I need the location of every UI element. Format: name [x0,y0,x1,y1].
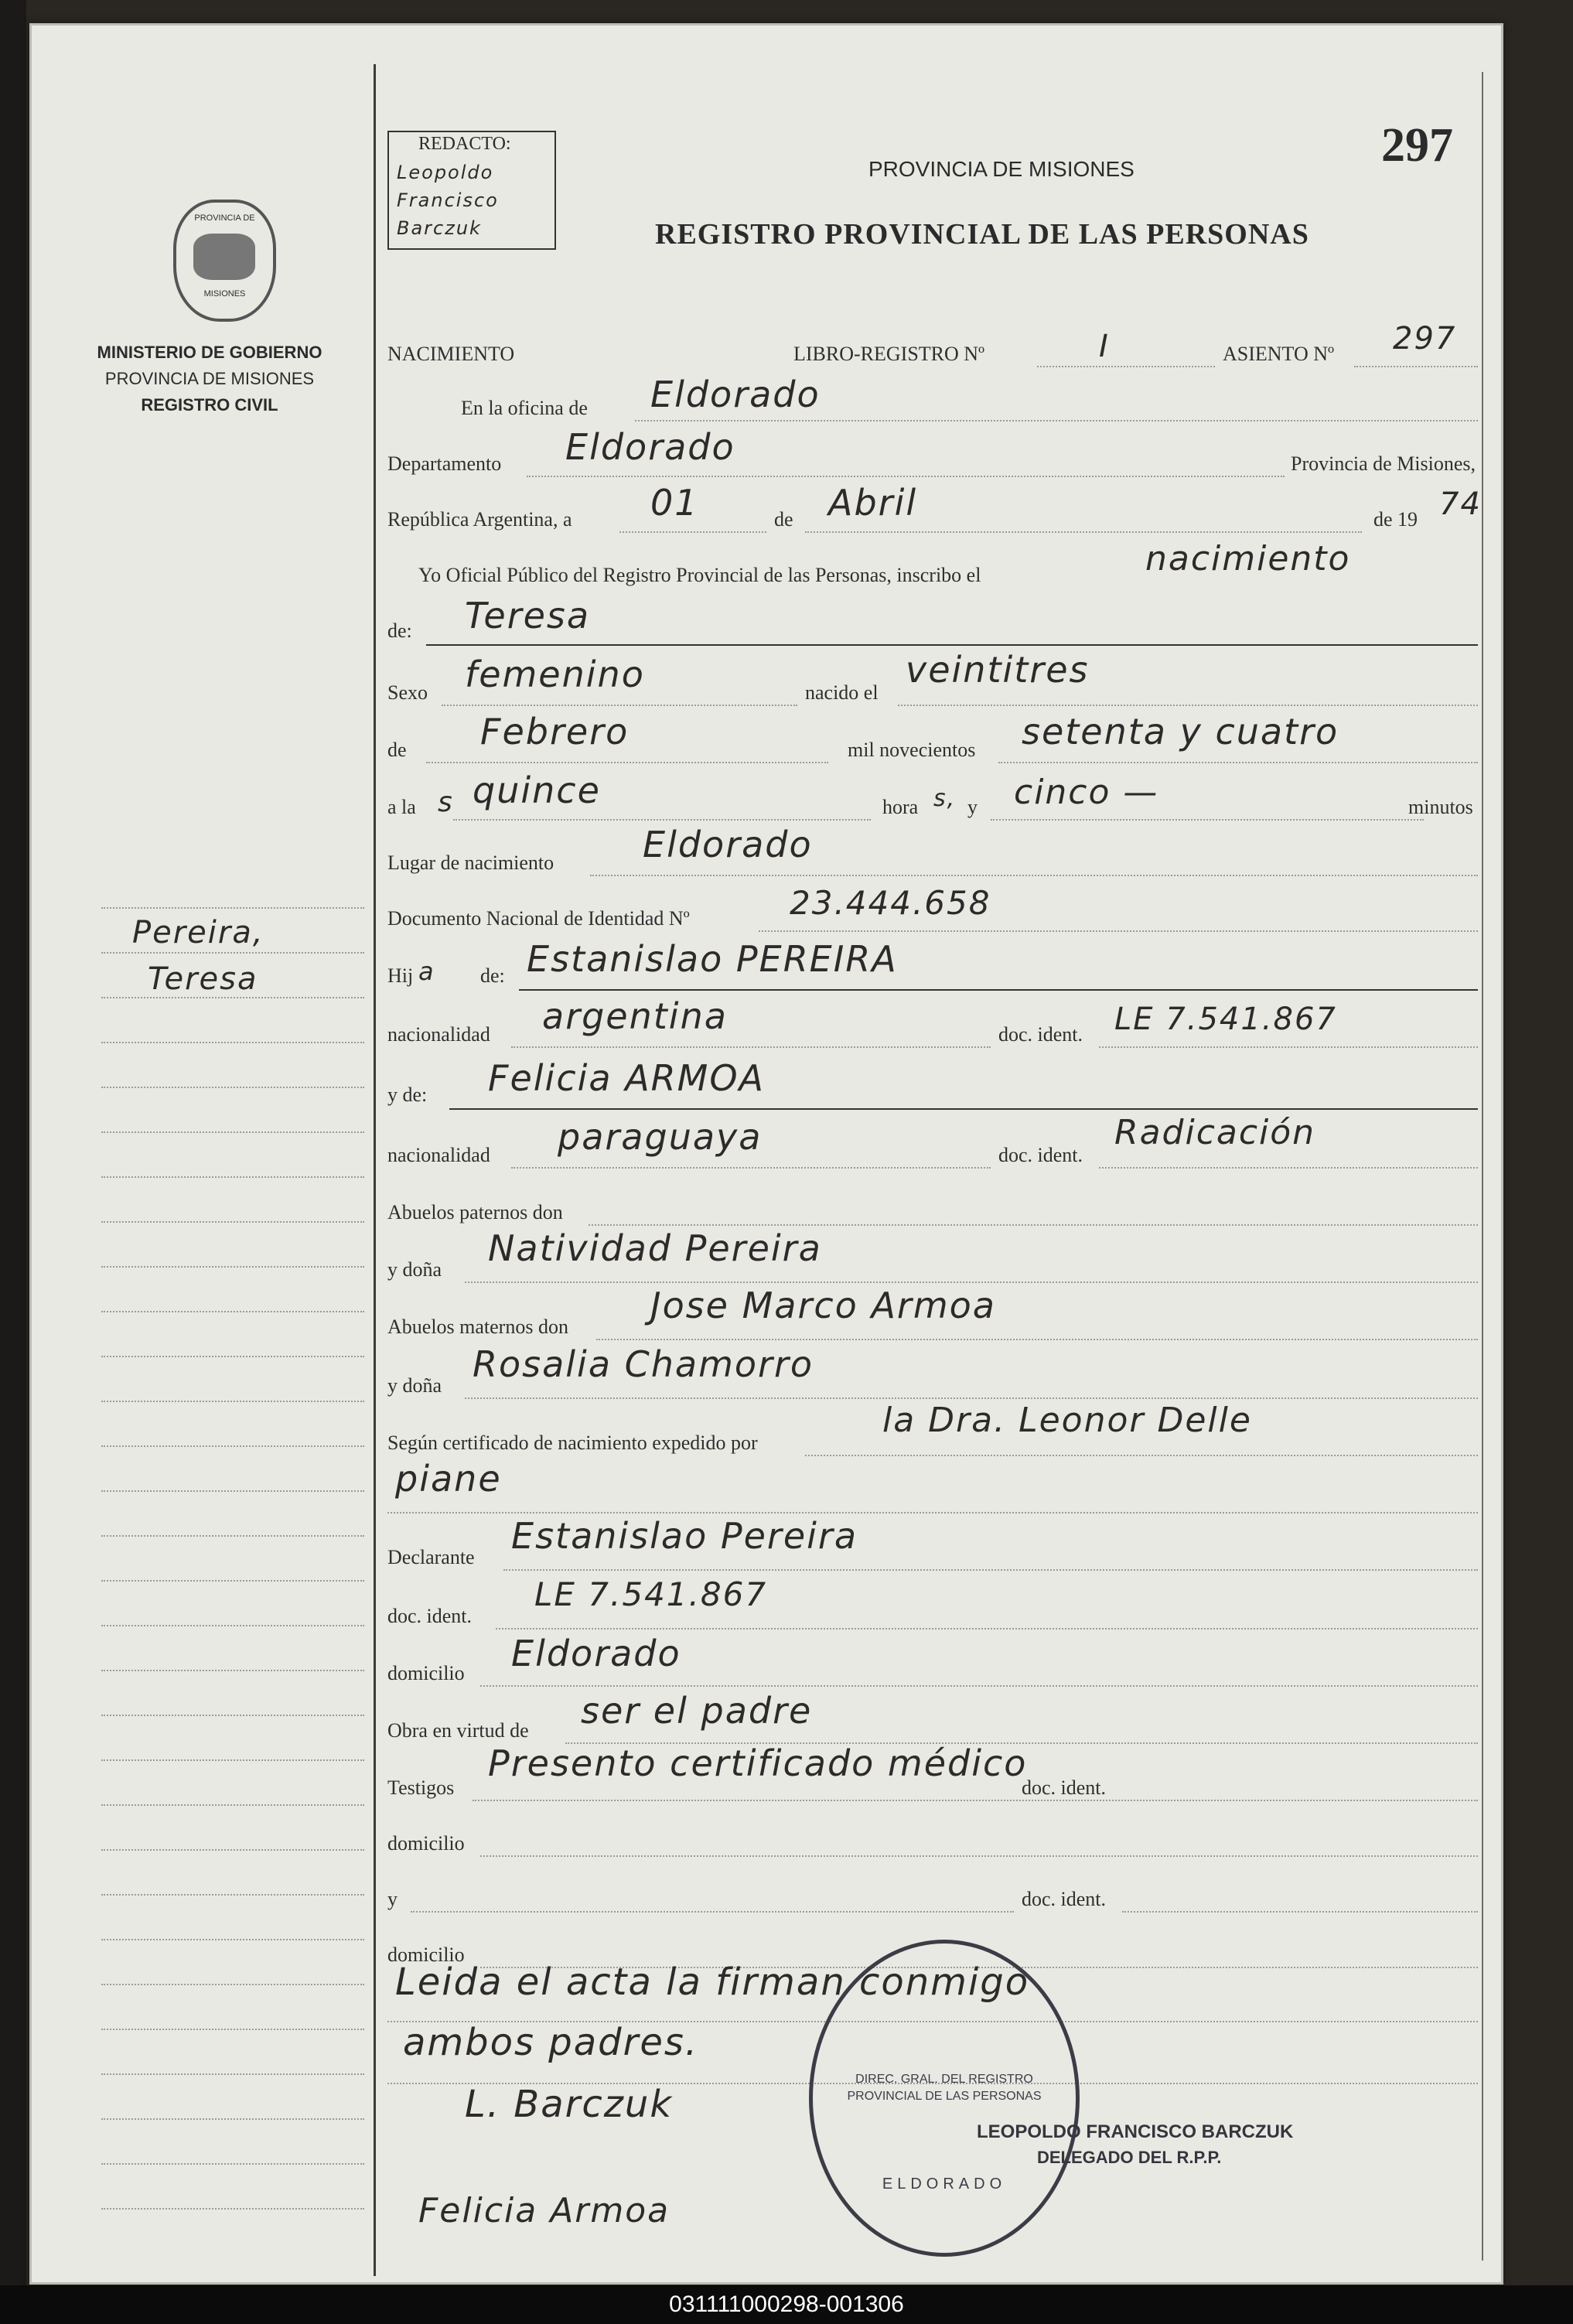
redacto-label: REDACTO: [418,134,511,154]
asiento-value: 297 [1393,321,1457,357]
doc-testigo-2-line [1122,1911,1478,1913]
margin-note-surname: Pereira, [132,915,264,950]
de-label: de [774,508,793,531]
doc-padre-line [1099,1046,1478,1048]
margin-ruling-line [101,1625,364,1626]
margin-ruling-line [101,1939,364,1940]
domicilio-value: Eldorado [511,1633,681,1674]
seal-bottom-text: MISIONES [203,289,246,299]
mil-label: mil novecientos [848,739,976,761]
declarante-label: Declarante [387,1546,475,1568]
mes-value: Abril [828,482,918,524]
sidebar-province: PROVINCIA DE MISIONES [104,369,315,388]
doc-declarante-line [496,1628,1478,1630]
departamento-line [527,476,1285,477]
redacto-signature: Leopoldo Francisco Barczuk [397,162,499,239]
doc-declarante-value: LE 7.541.867 [534,1575,768,1613]
hij-de-label: de: [480,964,505,987]
certificado-value-2: piane [395,1458,502,1500]
margin-ruling-line [101,1580,364,1582]
mes-nac-line [426,762,828,763]
mes-line [805,531,1362,533]
y-dona-1-label: y doña [387,1258,442,1281]
margin-ruling-line [101,1087,364,1088]
mes-nac-value: Febrero [480,711,630,752]
margin-ruling-line [101,1670,364,1671]
seal-top-text: PROVINCIA DE [194,213,255,223]
a-la-label: a la [387,796,416,818]
oficina-label: En la oficina de [461,397,588,419]
margin-ruling-line [101,1221,364,1223]
declarante-line [503,1569,1478,1571]
margin-ruling-line [101,1311,364,1312]
doc-testigo-2-label: doc. ident. [1022,1888,1107,1910]
sexo-value: femenino [465,654,645,695]
departamento-label: Departamento [387,452,502,475]
nombre-value: Teresa [465,595,591,636]
nacimiento-label: NACIMIENTO [387,343,515,365]
testigos-label: Testigos [387,1776,455,1799]
margin-ruling-line [101,2208,364,2210]
margin-ruling-line [101,952,364,954]
asiento-line [1354,366,1478,367]
minutos-line [991,819,1424,821]
seal-emblem [193,234,255,280]
margin-ruling-line [101,1176,364,1178]
closing-note-1: Leida el acta la firman conmigo [395,1961,1030,2004]
margin-note-name: Teresa [148,961,258,997]
margin-ruling-line [101,907,364,909]
abuelo-mat-value: Jose Marco Armoa [650,1285,996,1326]
y-label: y [967,796,978,818]
sexo-label: Sexo [387,681,428,704]
margin-ruling-line [101,2163,364,2165]
testigos-line [473,1800,1478,1801]
doc-padre-value: LE 7.541.867 [1114,1002,1337,1037]
y-testigo-label: y [387,1888,398,1910]
hij-suffix-value: a [418,957,435,986]
nombre-line [426,644,1478,646]
abuela-mat-line [465,1397,1478,1399]
domicilio-testigo-1-label: domicilio [387,1832,465,1855]
obra-label: Obra en virtud de [387,1719,529,1742]
abuelo-pat-line [589,1224,1478,1226]
margin-ruling-line [101,1401,364,1402]
declarante-value: Estanislao Pereira [511,1515,858,1557]
de2-label: de [387,739,407,761]
de-colon-label: de: [387,619,412,642]
hora-value: quince [473,770,601,811]
seal-city: ELDORADO [882,2176,1007,2193]
margin-ruling-line [101,1490,364,1492]
hij-label: Hij [387,964,414,987]
margin-ruling-line [101,1042,364,1043]
abuela-mat-value: Rosalia Chamorro [473,1343,814,1385]
asiento-label: ASIENTO Nº [1223,343,1335,365]
certificado-line-1 [805,1455,1478,1456]
officer-signature: L. Barczuk [465,2083,674,2126]
a-la-value: s [438,787,454,818]
de19-label: de 19 [1373,508,1418,531]
margin-ruling-line [101,2073,364,2075]
book-binding [0,0,26,2289]
anio-value: 74 [1439,486,1482,522]
margin-ruling-line [101,1266,364,1268]
hora-label: hora [882,796,919,818]
nac-madre-label: nacionalidad [387,1144,490,1166]
hora-line [453,819,871,821]
stamp-title: DELEGADO DEL R.P.P. [1037,2148,1222,2167]
doc-declarante-label: doc. ident. [387,1605,473,1627]
hora-suffix-value: s, [933,785,957,812]
margin-ruling-line [101,1984,364,1985]
inscribo-value: nacimiento [1145,539,1351,578]
madre-line [449,1108,1478,1110]
official-seal-icon [809,1940,1080,2257]
doc-padre-label: doc. ident. [998,1023,1083,1046]
abuelo-mat-line [596,1339,1478,1340]
doc-madre-line [1099,1167,1478,1169]
abuelo-pat-value: Natividad Pereira [488,1227,822,1269]
lugar-value: Eldorado [643,824,813,865]
seal-ring-text: DIREC. GRAL. DEL REGISTRO PROVINCIAL DE LAS PERSONAS [847,2073,1042,2103]
ministry-label: MINISTERIO DE GOBIERNO [97,343,322,362]
margin-ruling-line [101,1849,364,1851]
abuelos-paternos-label: Abuelos paternos don [387,1201,563,1223]
provincia-label: Provincia de Misiones, [1291,452,1476,475]
redacto-box [387,131,556,250]
dni-line [759,930,1478,932]
padre-line [519,989,1478,991]
nacido-line [898,705,1478,706]
margin-ruling-line [101,1535,364,1537]
minutos-label: minutos [1408,796,1473,818]
nac-padre-label: nacionalidad [387,1023,490,1046]
nacido-el-label: nacido el [805,681,879,704]
doc-madre-label: doc. ident. [998,1144,1083,1166]
dia-value: 01 [650,482,699,524]
abuela-pat-line [465,1281,1478,1283]
margin-ruling-line [101,1804,364,1806]
dni-value: 23.444.658 [790,884,991,922]
madre-value: Felicia ARMOA [488,1057,765,1099]
domicilio-testigo-1-line [480,1855,1478,1857]
sexo-line [442,705,797,706]
sidebar-civil: REGISTRO CIVIL [141,395,278,415]
margin-ruling-line [101,1715,364,1716]
lugar-label: Lugar de nacimiento [387,851,554,874]
page-number: 297 [1381,119,1453,172]
padre-value: Estanislao PEREIRA [527,938,898,980]
anio-nac-line [998,762,1478,763]
margin-ruling-line [101,1131,364,1133]
right-border [1482,72,1483,2261]
doc-testigo-1-label: doc. ident. [1022,1776,1107,1799]
certificado-line-2 [387,1512,1478,1514]
oficina-line [635,420,1478,421]
margin-ruling-line [101,1759,364,1761]
certificado-value-1: la Dra. Leonor Delle [882,1401,1252,1440]
nac-padre-line [511,1046,991,1048]
lugar-line [590,875,1478,876]
anio-nac-value: setenta y cuatro [1022,711,1339,752]
domicilio-label: domicilio [387,1662,465,1684]
libro-line [1037,366,1215,367]
margin-ruling-line [101,2029,364,2030]
y-dona-2-label: y doña [387,1374,442,1397]
margin-divider [374,64,376,2276]
domicilio-testigo-2-label: domicilio [387,1943,465,1966]
margin-ruling-line [101,997,364,998]
nac-madre-value: paraguaya [558,1116,763,1158]
dia-line [619,531,766,533]
testigo-2-line [411,1911,1014,1913]
republica-label: República Argentina, a [387,508,572,531]
segun-label: Según certificado de nacimiento expedido por [387,1432,758,1454]
province-seal-icon [173,200,276,322]
libro-label: LIBRO-REGISTRO Nº [793,343,985,365]
margin-ruling-line [101,2118,364,2120]
margin-ruling-line [101,1356,364,1357]
obra-value: ser el padre [581,1690,813,1732]
domicilio-line [480,1685,1478,1687]
stamp-officer: LEOPOLDO FRANCISCO BARCZUK [977,2121,1294,2142]
closing-note-2: ambos padres. [403,2021,699,2064]
libro-value: I [1099,329,1110,364]
documento-label: Documento Nacional de Identidad Nº [387,907,690,930]
departamento-value: Eldorado [565,426,735,468]
y-de-label: y de: [387,1084,428,1106]
nac-padre-value: argentina [542,995,728,1037]
declarant-signature: Felicia Armoa [418,2191,670,2230]
testigos-value: Presento certificado médico [488,1742,1028,1784]
province-title: PROVINCIA DE MISIONES [868,157,1135,181]
abuelos-maternos-label: Abuelos maternos don [387,1316,568,1338]
archive-code: 031111000298-001306 [0,2285,1573,2324]
nacido-value: veintitres [906,649,1090,691]
minutos-value: cinco — [1014,773,1159,812]
margin-ruling-line [101,1445,364,1447]
margin-ruling-line [101,1894,364,1896]
yo-oficial-label: Yo Oficial Público del Registro Provincial de las Personas, inscribo el [418,564,981,586]
oficina-value: Eldorado [650,374,821,415]
register-page [29,23,1503,2285]
registry-title: REGISTRO PROVINCIAL DE LAS PERSONAS [655,218,1309,251]
doc-madre-value: Radicación [1114,1113,1316,1152]
nac-madre-line [511,1167,991,1169]
